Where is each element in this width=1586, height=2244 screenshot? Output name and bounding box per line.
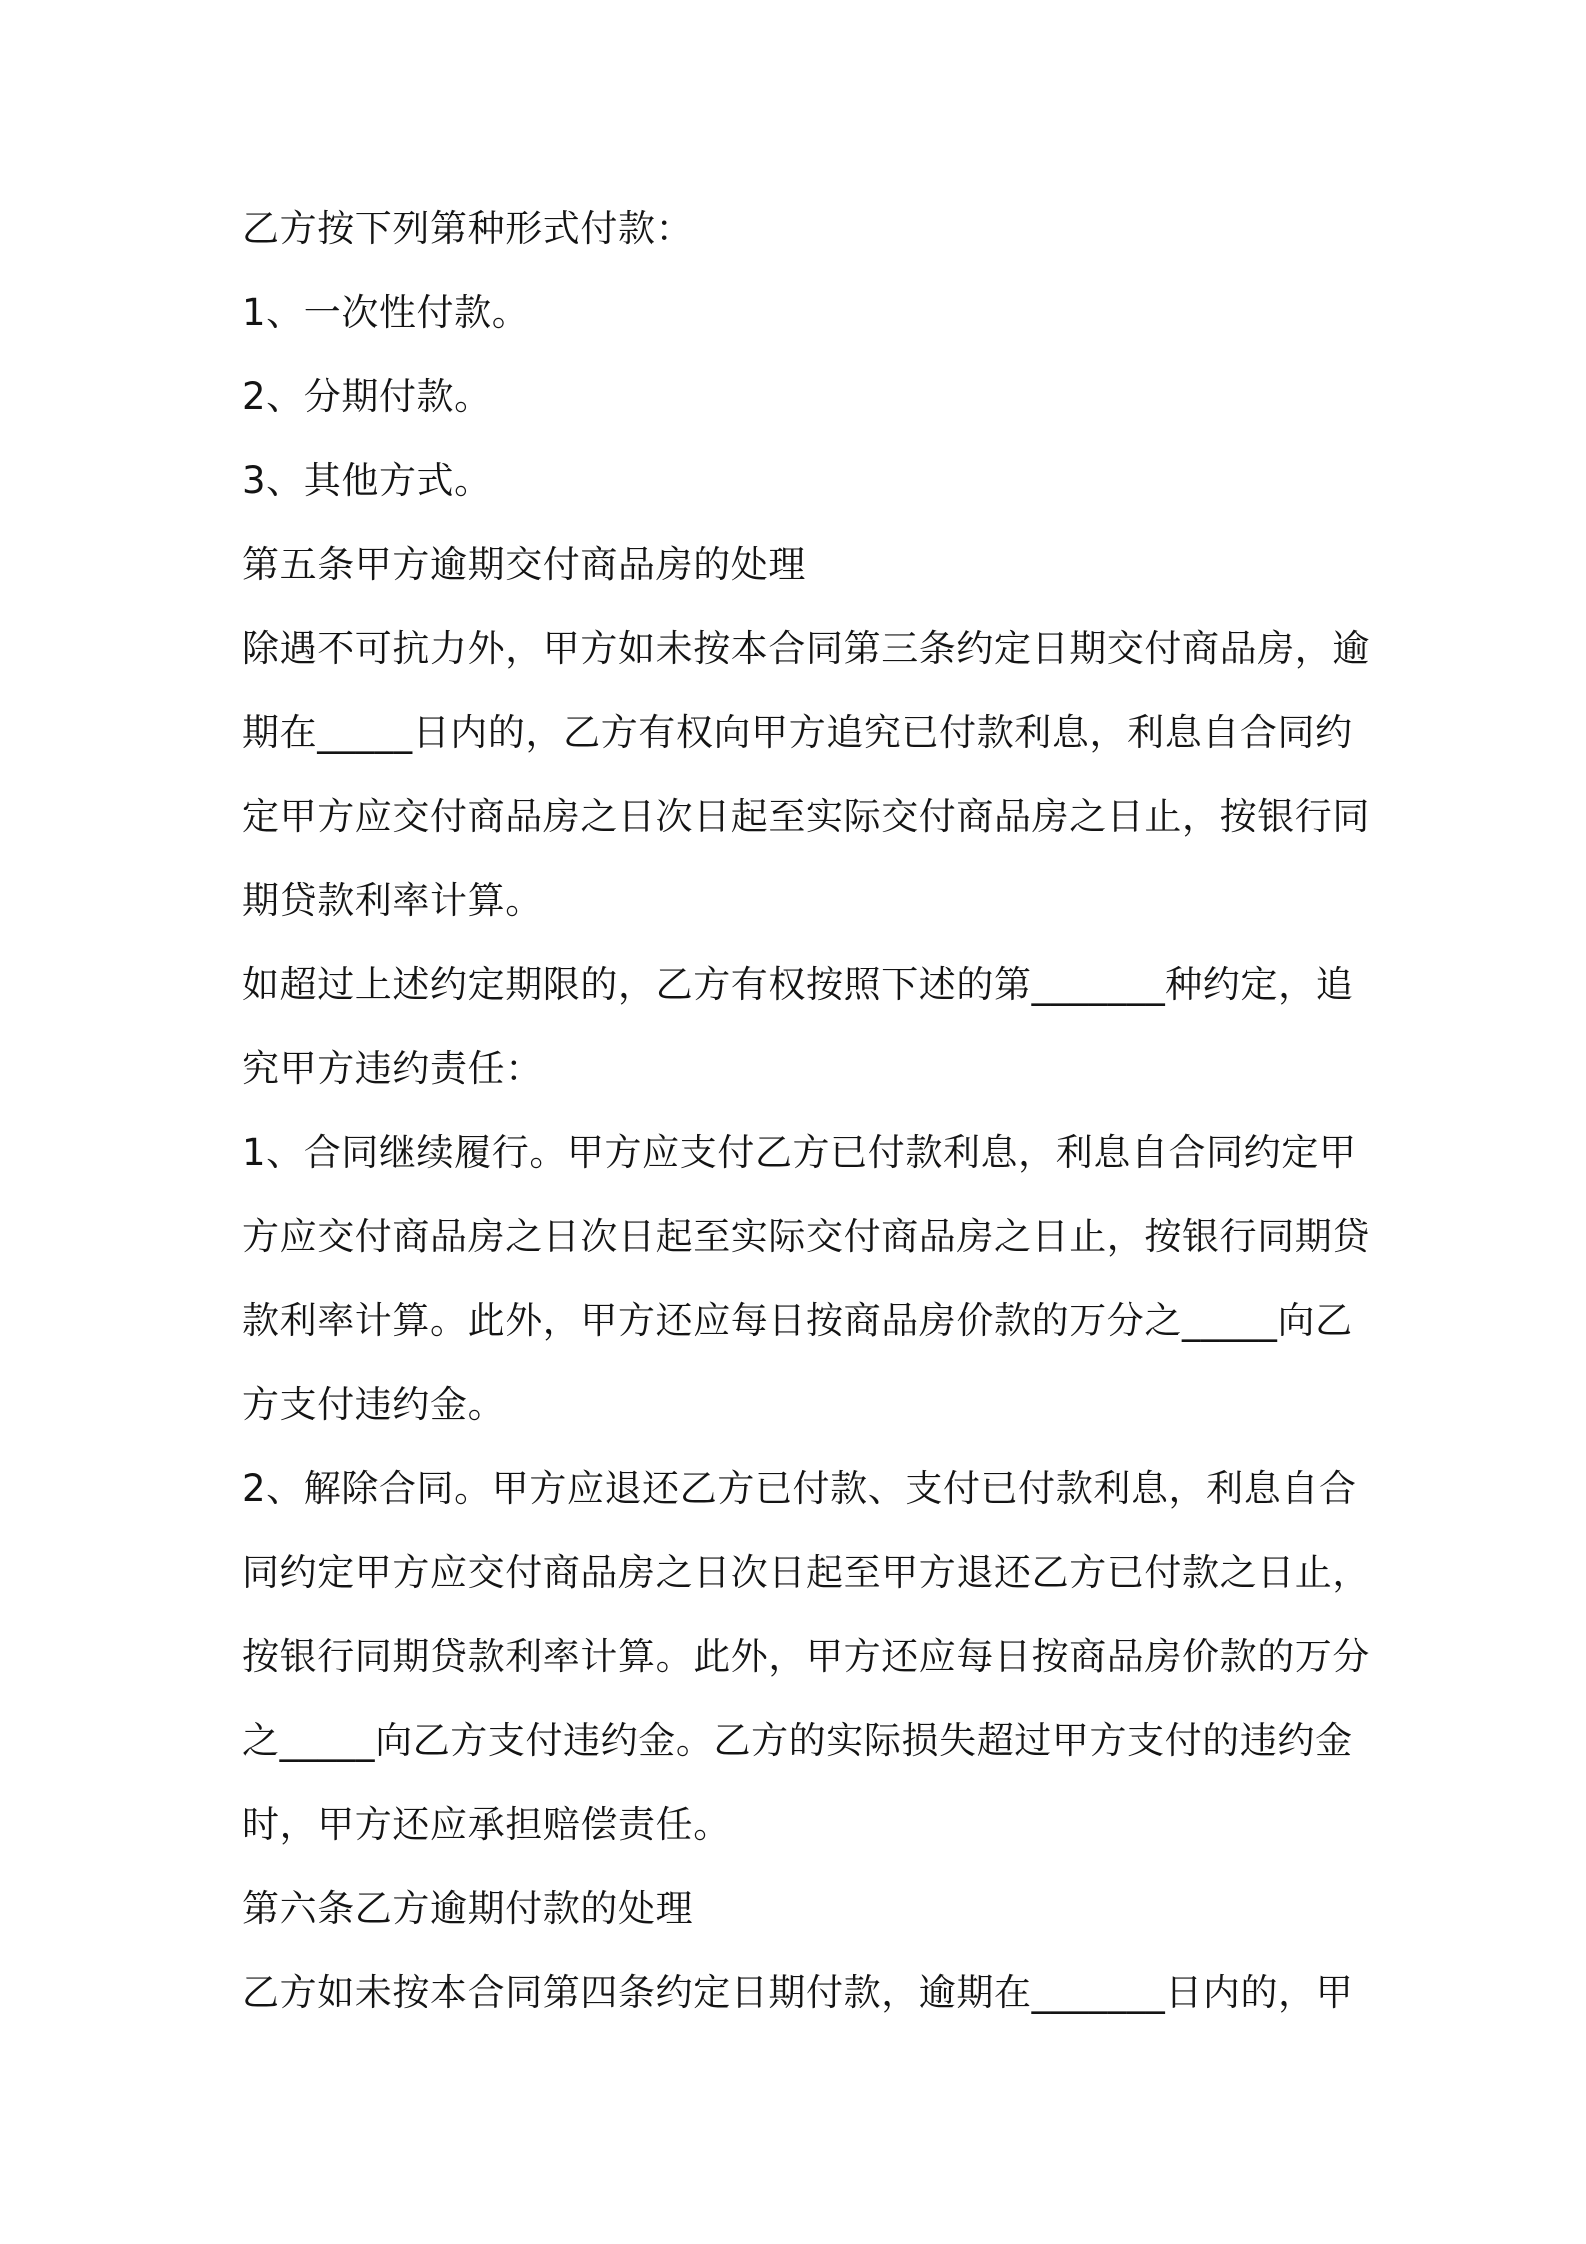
remedy-1-line-4: 方支付违约金。	[242, 1383, 506, 1426]
article-5-paragraph-1-line-2: 期在_____日内的，乙方有权向甲方追究已付款利息，利息自合同约	[242, 711, 1353, 754]
remedy-2-line-3: 按银行同期贷款利率计算。此外，甲方还应每日按商品房价款的万分	[242, 1635, 1370, 1678]
remedy-1-line-3: 款利率计算。此外，甲方还应每日按商品房价款的万分之_____向乙	[242, 1299, 1353, 1342]
article-6-heading: 第六条乙方逾期付款的处理	[242, 1887, 694, 1930]
article-5-paragraph-2-line-2: 究甲方违约责任：	[242, 1047, 543, 1090]
remedy-1-line-1: 1、合同继续履行。甲方应支付乙方已付款利息，利息自合同约定甲	[242, 1131, 1357, 1174]
payment-option-3: 3、其他方式。	[242, 459, 492, 502]
payment-option-2: 2、分期付款。	[242, 375, 492, 418]
article-6-paragraph-1-line-1: 乙方如未按本合同第四条约定日期付款，逾期在_______日内的，甲	[242, 1971, 1354, 2014]
remedy-1-line-2: 方应交付商品房之日次日起至实际交付商品房之日止，按银行同期贷	[242, 1215, 1370, 1258]
article-5-paragraph-1-line-3: 定甲方应交付商品房之日次日起至实际交付商品房之日止，按银行同	[242, 795, 1370, 838]
article-5-paragraph-2-line-1: 如超过上述约定期限的，乙方有权按照下述的第_______种约定，追	[242, 963, 1354, 1006]
article-5-paragraph-1-line-4: 期贷款利率计算。	[242, 879, 543, 922]
payment-method-intro: 乙方按下列第种形式付款：	[242, 207, 694, 250]
article-5-paragraph-1-line-1: 除遇不可抗力外，甲方如未按本合同第三条约定日期交付商品房，逾	[242, 627, 1370, 670]
payment-option-1: 1、一次性付款。	[242, 291, 530, 334]
article-5-heading: 第五条甲方逾期交付商品房的处理	[242, 543, 806, 586]
remedy-2-line-2: 同约定甲方应交付商品房之日次日起至甲方退还乙方已付款之日止，	[242, 1551, 1370, 1594]
remedy-2-line-1: 2、解除合同。甲方应退还乙方已付款、支付已付款利息，利息自合	[242, 1467, 1357, 1510]
remedy-2-line-4: 之_____向乙方支付违约金。乙方的实际损失超过甲方支付的违约金	[242, 1719, 1353, 1762]
remedy-2-line-5: 时，甲方还应承担赔偿责任。	[242, 1803, 731, 1846]
